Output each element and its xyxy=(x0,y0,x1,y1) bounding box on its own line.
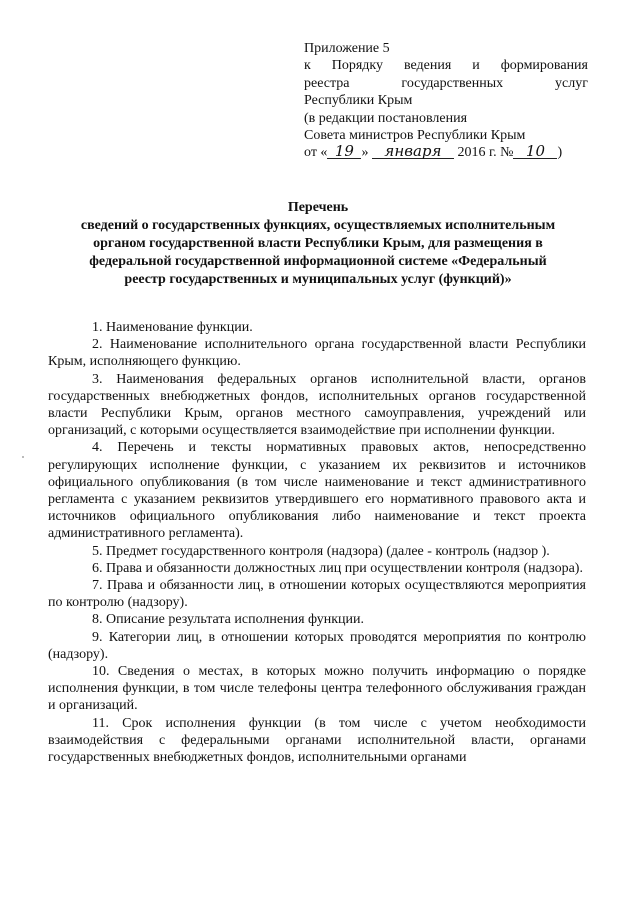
list-item: 3. Наименования федеральных органов исполнительной власти, органов государственных внебюджетных фондов, исполнительных органов государственной власти Республики Крым, органов местного самоуправления, учреждений или организаций, с которыми осуществляется взаимодействие при исполнении функции. xyxy=(48,371,586,439)
date-mid: » xyxy=(361,145,369,161)
items-list xyxy=(48,319,586,766)
appendix-line: реестра государственных услуг xyxy=(304,75,588,91)
list-item: 8. Описание результата исполнения функции. xyxy=(92,612,365,628)
title-line: сведений о государственных функциях, осуществляемых исполнительным xyxy=(80,218,556,233)
appendix-block xyxy=(304,40,588,162)
appendix-date-line xyxy=(304,144,588,161)
appendix-line: Республики Крым xyxy=(304,93,413,109)
list-item: 10. Сведения о местах, в которых можно получить информацию о порядке исполнения функции, в том числе телефоны центра телефонного обслуживания граждан и организаций. xyxy=(48,664,586,714)
list-item: 5. Предмет государственного контроля (надзора) (далее - контроль (надзор ). xyxy=(92,543,550,559)
appendix-line: Совета министров Республики Крым xyxy=(304,128,526,144)
list-item: 1. Наименование функции. xyxy=(92,320,253,335)
title-line: федеральной государственной информационной системе «Федеральный xyxy=(89,254,547,269)
title-heading: Перечень xyxy=(287,200,349,215)
list-item: 11. Срок исполнения функции (в том числе с учетом необходимости взаимодействия с федеральными органами исполнительной власти, органами государственных внебюджетных фондов, исполнительными органами xyxy=(48,715,586,766)
list-item: 7. Права и обязанности лиц, в отношении которых осуществляются мероприятия по контролю (надзору). xyxy=(48,578,586,611)
title-line: органом государственной власти Республики Крым, для размещения в xyxy=(93,236,543,251)
list-item: 9. Категории лиц, в отношении которых проводятся мероприятия по контролю (надзору). xyxy=(48,629,586,662)
title-line: реестр государственных и муниципальных услуг (функций)» xyxy=(124,272,512,287)
handwritten-number: 10 xyxy=(513,144,557,159)
date-year: 2016 г. № xyxy=(457,145,514,161)
list-item: 4. Перечень и тексты нормативных правовых актов, непосредственно регулирующих исполнение функции, с указанием их реквизитов и источников официального опубликования (в том числе наименование и текст административного регламента с указанием реквизитов утвердившего его нормативного правового акта и источников официального опубликования либо наименование и текст проекта административного регламента). xyxy=(48,440,586,542)
scan-mark xyxy=(22,456,24,458)
date-prefix: от « xyxy=(304,145,328,161)
list-item: 6. Права и обязанности должностных лиц при осуществлении контроля (надзора). xyxy=(92,560,583,576)
handwritten-month: января xyxy=(372,144,454,159)
document-title xyxy=(48,199,588,289)
list-item: 2. Наименование исполнительного органа государственной власти Республики Крым, исполняющего функцию. xyxy=(48,337,586,370)
handwritten-day: 19 xyxy=(327,144,361,159)
date-suffix: ) xyxy=(557,145,563,161)
appendix-number: Приложение 5 xyxy=(304,41,390,56)
appendix-line: к Порядку ведения и формирования xyxy=(304,58,588,74)
appendix-line: (в редакции постановления xyxy=(304,110,468,126)
